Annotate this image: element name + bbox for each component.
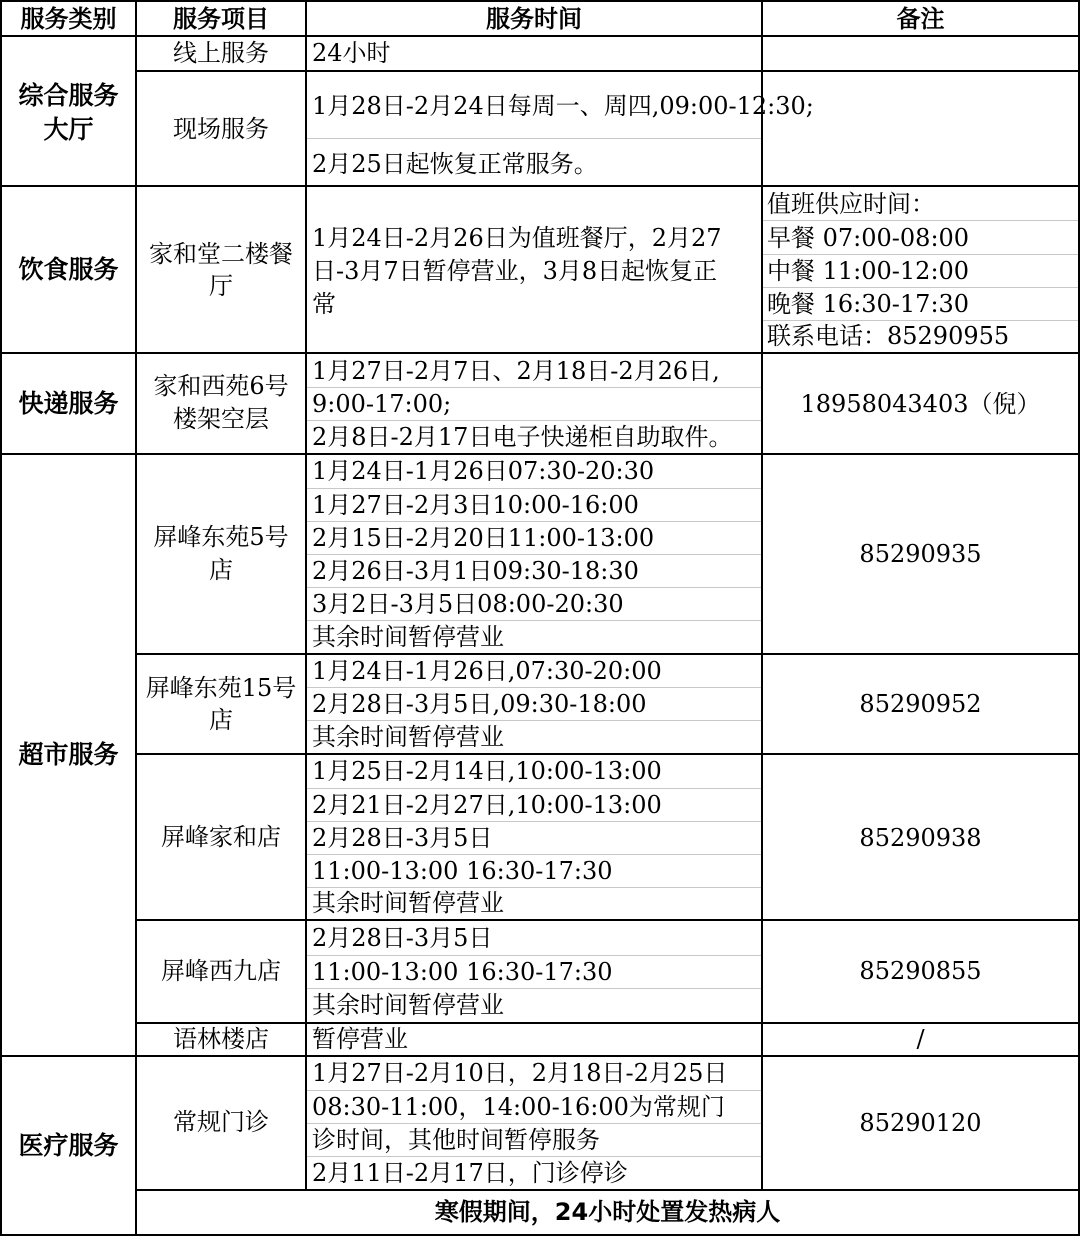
- category-general-line1: 综合服务: [18, 81, 119, 110]
- header-time: 服务时间: [486, 5, 582, 33]
- item-store-jiahe: 屏峰家和店: [161, 823, 281, 851]
- time-express-line: 2月8日-2月17日电子快递柜自助取件。: [312, 423, 733, 451]
- note-food-line: 值班供应时间：: [767, 190, 935, 218]
- time-store-line: 1月27日-2月3日10:00-16:00: [312, 491, 639, 519]
- note-store-none: /: [916, 1025, 925, 1053]
- time-store-line: 2月28日-3月5日: [312, 924, 493, 952]
- time-clinic-line: 2月11日-2月17日，门诊停诊: [312, 1159, 628, 1187]
- header-item: 服务项目: [173, 5, 269, 33]
- note-store-phone: 85290935: [859, 540, 982, 568]
- time-clinic-line: 08:30-11:00，14:00-16:00为常规门: [312, 1093, 725, 1121]
- category-medical: 医疗服务: [18, 1131, 119, 1160]
- item-store-xijiu: 屏峰西九店: [161, 957, 281, 985]
- time-store-line: 11:00-13:00 16:30-17:30: [312, 958, 613, 986]
- time-food-line: 1月24日-2月26日为值班餐厅，2月27: [312, 224, 722, 252]
- time-store-line: 11:00-13:00 16:30-17:30: [312, 857, 613, 885]
- item-online-service: 线上服务: [173, 39, 269, 67]
- note-food-line: 中餐 11:00-12:00: [767, 257, 970, 285]
- category-express: 快递服务: [18, 389, 119, 418]
- note-store-phone: 85290938: [859, 824, 982, 852]
- note-food-line: 早餐 07:00-08:00: [767, 224, 970, 252]
- time-clinic-line: 诊时间，其他时间暂停服务: [312, 1126, 600, 1154]
- time-store-line: 其余时间暂停营业: [312, 723, 504, 751]
- note-food-phone: 联系电话：85290955: [767, 322, 1010, 350]
- item-express-line2: 楼架空层: [173, 405, 269, 433]
- item-food-line1: 家和堂二楼餐: [149, 240, 293, 268]
- item-food-line2: 厅: [209, 272, 233, 300]
- note-express-phone: 18958043403（倪）: [800, 390, 1041, 418]
- time-express-line: 9:00-17:00;: [312, 390, 452, 418]
- medical-footer-note: 寒假期间，24小时处置发热病人: [434, 1198, 781, 1226]
- time-express-line: 1月27日-2月7日、2月18日-2月26日,: [312, 357, 720, 385]
- time-store-line: 1月24日-1月26日,07:30-20:00: [312, 657, 662, 685]
- item-store-dongyuan5-line1: 屏峰东苑5号: [153, 523, 289, 551]
- category-food: 饮食服务: [18, 255, 119, 284]
- time-store-line: 2月26日-3月1日09:30-18:30: [312, 557, 639, 585]
- item-store-yulin: 语林楼店: [173, 1025, 269, 1053]
- time-store-line: 暂停营业: [312, 1025, 408, 1053]
- category-general-line2: 大厅: [43, 115, 94, 144]
- note-store-phone: 85290855: [859, 957, 982, 985]
- time-store-line: 3月2日-3月5日08:00-20:30: [312, 590, 624, 618]
- time-store-line: 其余时间暂停营业: [312, 623, 504, 651]
- time-onsite-line: 2月25日起恢复正常服务。: [312, 150, 598, 178]
- header-category: 服务类别: [20, 5, 117, 33]
- note-store-phone: 85290952: [859, 690, 982, 718]
- time-online-service: 24小时: [312, 39, 391, 67]
- item-store-dongyuan5-line2: 店: [209, 556, 233, 584]
- time-store-line: 2月21日-2月27日,10:00-13:00: [312, 791, 662, 819]
- time-food-line: 常: [312, 290, 336, 318]
- time-store-line: 2月15日-2月20日11:00-13:00: [312, 524, 655, 552]
- note-food-line: 晚餐 16:30-17:30: [767, 290, 970, 318]
- item-store-dongyuan15-line2: 店: [209, 706, 233, 734]
- time-food-line: 日-3月7日暂停营业，3月8日起恢复正: [312, 257, 718, 285]
- category-market: 超市服务: [18, 740, 119, 769]
- item-express-line1: 家和西苑6号: [153, 372, 289, 400]
- time-store-line: 2月28日-3月5日: [312, 824, 493, 852]
- time-store-line: 其余时间暂停营业: [312, 889, 504, 917]
- item-onsite-service: 现场服务: [173, 115, 269, 143]
- item-store-dongyuan15-line1: 屏峰东苑15号: [145, 674, 297, 702]
- time-clinic-line: 1月27日-2月10日，2月18日-2月25日: [312, 1059, 728, 1087]
- header-note: 备注: [896, 5, 945, 33]
- item-clinic: 常规门诊: [173, 1108, 269, 1136]
- time-store-line: 1月25日-2月14日,10:00-13:00: [312, 757, 662, 785]
- note-clinic-phone: 85290120: [859, 1109, 982, 1137]
- time-store-line: 其余时间暂停营业: [312, 991, 504, 1019]
- time-onsite-line: 1月28日-2月24日每周一、周四,09:00-12:30;: [312, 92, 814, 120]
- time-store-line: 1月24日-1月26日07:30-20:30: [312, 457, 655, 485]
- time-store-line: 2月28日-3月5日,09:30-18:00: [312, 690, 647, 718]
